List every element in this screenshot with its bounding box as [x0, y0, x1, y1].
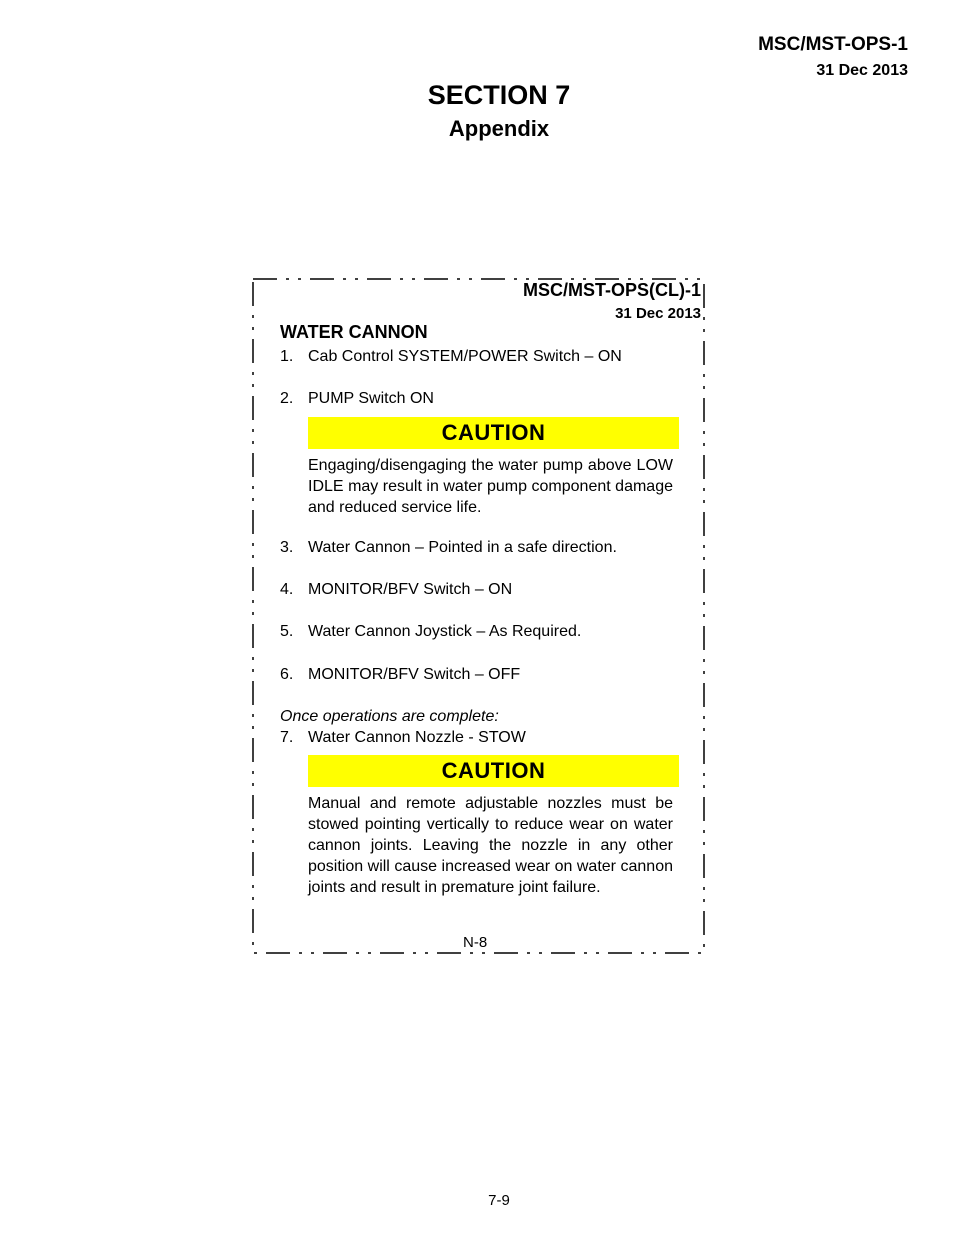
step-number: 5.	[280, 623, 294, 640]
document-date: 31 Dec 2013	[816, 62, 908, 79]
section-subtitle: Appendix	[448, 116, 550, 141]
completion-note: Once operations are complete:	[280, 708, 499, 725]
page-number: 7-9	[488, 1192, 510, 1209]
caution-text: Engaging/disengaging the water pump above LOW IDLE may result in water pump component damage and reduced service life.	[308, 457, 673, 516]
step-number: 7.	[280, 729, 294, 746]
step-number: 1.	[280, 348, 294, 365]
document-id: MSC/MST-OPS-1	[758, 34, 908, 55]
step-6	[280, 666, 520, 684]
step-text: Water Cannon Nozzle - STOW	[308, 729, 526, 746]
card-document-id: MSC/MST-OPS(CL)-1	[523, 280, 701, 300]
step-number: 3.	[280, 539, 294, 556]
step-text: Cab Control SYSTEM/POWER Switch – ON	[308, 348, 622, 365]
caution-banner: CAUTION	[308, 417, 679, 449]
step-2	[280, 390, 434, 408]
step-text: MONITOR/BFV Switch – ON	[308, 581, 513, 598]
step-number: 4.	[280, 581, 294, 598]
step-number: 2.	[280, 390, 294, 407]
caution-text: Manual and remote adjustable nozzles must be stowed pointing vertically to reduce wear on water cannon joints. Leaving the nozzle in any other position will cause increased wear on water cannon joints and result in premature joint failure.	[308, 795, 673, 896]
card-date: 31 Dec 2013	[615, 305, 701, 322]
step-1	[280, 348, 622, 366]
step-text: PUMP Switch ON	[308, 390, 434, 407]
step-5	[280, 623, 581, 641]
card-page-number: N-8	[458, 934, 492, 951]
step-7	[280, 729, 526, 747]
card-title: WATER CANNON	[280, 322, 428, 342]
step-4	[280, 581, 512, 599]
step-3	[280, 539, 617, 557]
step-text: MONITOR/BFV Switch – OFF	[308, 666, 521, 683]
caution-banner: CAUTION	[308, 755, 679, 787]
section-title: SECTION 7	[427, 80, 571, 110]
step-number: 6.	[280, 666, 294, 683]
step-text: Water Cannon Joystick – As Required.	[308, 623, 582, 640]
step-text: Water Cannon – Pointed in a safe direction.	[308, 539, 617, 556]
